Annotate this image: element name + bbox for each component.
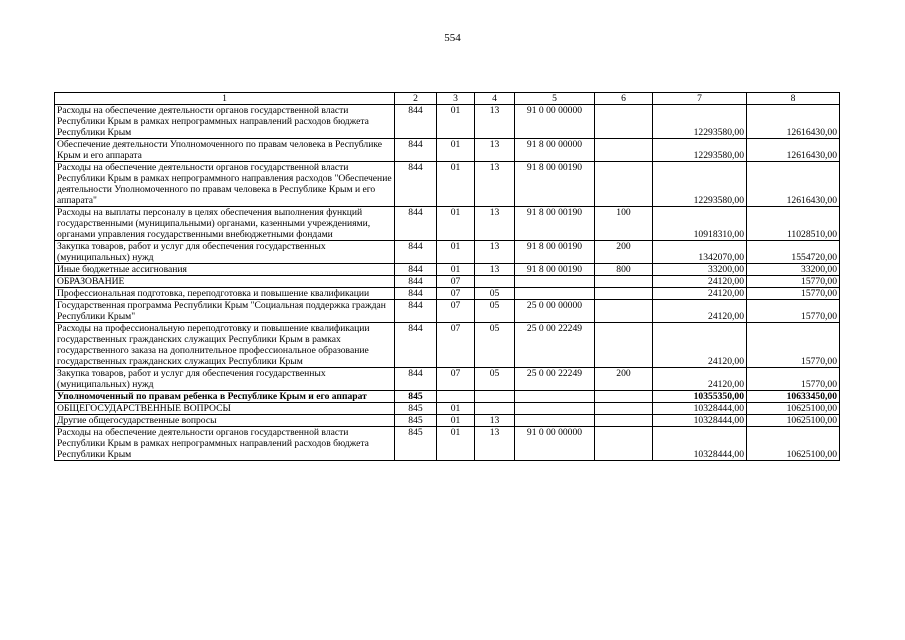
row-amount-year-2: 12616430,00 (747, 162, 840, 207)
row-amount-year-2: 10633450,00 (747, 391, 840, 403)
table-row (55, 139, 840, 162)
row-subsection-code: 13 (475, 264, 515, 276)
row-target-code: 91 8 00 00190 (515, 264, 595, 276)
row-amount-year-2: 15770,00 (747, 288, 840, 300)
table-row (55, 207, 840, 241)
row-description: Профессиональная подготовка, переподготовка и повышение квалификации (55, 288, 395, 300)
row-expense-type: 200 (595, 241, 653, 264)
table-row (55, 288, 840, 300)
row-section-code: 01 (437, 264, 475, 276)
table-row (55, 241, 840, 264)
row-expense-type (595, 288, 653, 300)
table-row (55, 264, 840, 276)
header-cell: 8 (747, 93, 840, 105)
row-target-code: 25 0 00 00000 (515, 300, 595, 323)
row-description: Обеспечение деятельности Уполномоченного по правам человека в Республике Крым и его аппарата (55, 139, 395, 162)
row-target-code: 91 8 00 00190 (515, 241, 595, 264)
row-admin-code: 844 (395, 264, 437, 276)
table-row (55, 391, 840, 403)
row-subsection-code (475, 276, 515, 288)
row-subsection-code: 13 (475, 105, 515, 139)
row-admin-code: 844 (395, 241, 437, 264)
row-subsection-code: 13 (475, 139, 515, 162)
row-amount-year-2: 15770,00 (747, 300, 840, 323)
header-cell: 4 (475, 93, 515, 105)
row-section-code: 01 (437, 207, 475, 241)
table-row (55, 323, 840, 368)
row-admin-code: 845 (395, 427, 437, 461)
budget-table (54, 92, 840, 461)
row-description: Закупка товаров, работ и услуг для обеспечения государственных (муниципальных) нужд (55, 241, 395, 264)
row-amount-year-1: 10328444,00 (653, 403, 747, 415)
header-cell: 2 (395, 93, 437, 105)
table-row (55, 403, 840, 415)
row-amount-year-1: 24120,00 (653, 276, 747, 288)
row-target-code (515, 276, 595, 288)
row-target-code: 91 8 00 00190 (515, 162, 595, 207)
row-target-code (515, 391, 595, 403)
header-row (55, 93, 840, 105)
row-amount-year-2: 15770,00 (747, 368, 840, 391)
row-target-code: 91 8 00 00000 (515, 139, 595, 162)
row-target-code: 25 0 00 22249 (515, 323, 595, 368)
row-amount-year-2: 15770,00 (747, 323, 840, 368)
row-subsection-code: 13 (475, 207, 515, 241)
header-cell: 3 (437, 93, 475, 105)
table-row (55, 105, 840, 139)
row-amount-year-2: 15770,00 (747, 276, 840, 288)
page-number: 554 (444, 32, 461, 44)
row-expense-type (595, 162, 653, 207)
row-admin-code: 844 (395, 207, 437, 241)
row-admin-code: 845 (395, 415, 437, 427)
row-admin-code: 844 (395, 300, 437, 323)
row-expense-type (595, 139, 653, 162)
row-expense-type (595, 415, 653, 427)
row-expense-type (595, 391, 653, 403)
row-section-code: 07 (437, 300, 475, 323)
row-subsection-code: 13 (475, 241, 515, 264)
row-subsection-code (475, 391, 515, 403)
row-amount-year-1: 24120,00 (653, 300, 747, 323)
row-description: Другие общегосударственные вопросы (55, 415, 395, 427)
row-expense-type (595, 323, 653, 368)
row-section-code: 01 (437, 139, 475, 162)
row-amount-year-2: 10625100,00 (747, 427, 840, 461)
table-row (55, 162, 840, 207)
row-section-code (437, 391, 475, 403)
row-section-code: 07 (437, 323, 475, 368)
row-amount-year-1: 12293580,00 (653, 139, 747, 162)
row-description: Расходы на обеспечение деятельности органов государственной власти Республики Крым в рамках непрограммного направления расходов "Обеспечение деятельности Уполномоченного по правам человека в Республике Крым и его аппарата" (55, 162, 395, 207)
row-subsection-code: 05 (475, 323, 515, 368)
row-target-code (515, 288, 595, 300)
row-amount-year-1: 24120,00 (653, 323, 747, 368)
table-row (55, 276, 840, 288)
row-admin-code: 844 (395, 162, 437, 207)
row-amount-year-2: 33200,00 (747, 264, 840, 276)
table-row (55, 368, 840, 391)
row-admin-code: 844 (395, 105, 437, 139)
row-amount-year-2: 11028510,00 (747, 207, 840, 241)
row-section-code: 01 (437, 427, 475, 461)
row-subsection-code: 05 (475, 288, 515, 300)
row-amount-year-1: 10918310,00 (653, 207, 747, 241)
row-description: Иные бюджетные ассигнования (55, 264, 395, 276)
row-subsection-code: 05 (475, 300, 515, 323)
row-subsection-code (475, 403, 515, 415)
row-description: Расходы на обеспечение деятельности органов государственной власти Республики Крым в рамках непрограммных направлений расходов бюджета Республики Крым (55, 427, 395, 461)
row-section-code: 01 (437, 415, 475, 427)
row-admin-code: 844 (395, 288, 437, 300)
row-admin-code: 844 (395, 139, 437, 162)
row-subsection-code: 05 (475, 368, 515, 391)
row-amount-year-2: 12616430,00 (747, 139, 840, 162)
row-admin-code: 844 (395, 276, 437, 288)
table-row (55, 427, 840, 461)
row-target-code (515, 403, 595, 415)
table-row (55, 415, 840, 427)
row-amount-year-2: 1554720,00 (747, 241, 840, 264)
row-description: ОБРАЗОВАНИЕ (55, 276, 395, 288)
row-description: Расходы на выплаты персоналу в целях обеспечения выполнения функций государственными (муниципальными) органами, казенными учреждениями, органами управления государственными внебюджетными фондами (55, 207, 395, 241)
row-amount-year-2: 10625100,00 (747, 403, 840, 415)
header-cell: 7 (653, 93, 747, 105)
row-section-code: 07 (437, 288, 475, 300)
row-amount-year-1: 24120,00 (653, 288, 747, 300)
row-expense-type (595, 300, 653, 323)
row-expense-type: 800 (595, 264, 653, 276)
row-admin-code: 845 (395, 403, 437, 415)
row-section-code: 01 (437, 241, 475, 264)
row-expense-type (595, 403, 653, 415)
row-description: Уполномоченный по правам ребенка в Республике Крым и его аппарат (55, 391, 395, 403)
row-amount-year-1: 10355350,00 (653, 391, 747, 403)
row-section-code: 07 (437, 368, 475, 391)
row-target-code: 25 0 00 22249 (515, 368, 595, 391)
header-cell: 6 (595, 93, 653, 105)
row-description: ОБЩЕГОСУДАРСТВЕННЫЕ ВОПРОСЫ (55, 403, 395, 415)
row-expense-type: 200 (595, 368, 653, 391)
row-target-code: 91 8 00 00190 (515, 207, 595, 241)
header-cell: 5 (515, 93, 595, 105)
row-amount-year-1: 10328444,00 (653, 427, 747, 461)
row-expense-type (595, 276, 653, 288)
row-amount-year-1: 12293580,00 (653, 105, 747, 139)
row-subsection-code: 13 (475, 415, 515, 427)
row-admin-code: 845 (395, 391, 437, 403)
row-description: Государственная программа Республики Крым "Социальная поддержка граждан Республики Крым" (55, 300, 395, 323)
row-subsection-code: 13 (475, 162, 515, 207)
row-amount-year-1: 24120,00 (653, 368, 747, 391)
row-admin-code: 844 (395, 323, 437, 368)
row-target-code: 91 0 00 00000 (515, 105, 595, 139)
row-section-code: 01 (437, 105, 475, 139)
row-amount-year-1: 12293580,00 (653, 162, 747, 207)
row-amount-year-2: 10625100,00 (747, 415, 840, 427)
row-target-code (515, 415, 595, 427)
row-expense-type (595, 105, 653, 139)
row-amount-year-1: 1342070,00 (653, 241, 747, 264)
row-description: Расходы на обеспечение деятельности органов государственной власти Республики Крым в рамках непрограммных направлений расходов бюджета Республики Крым (55, 105, 395, 139)
row-admin-code: 844 (395, 368, 437, 391)
row-description: Закупка товаров, работ и услуг для обеспечения государственных (муниципальных) нужд (55, 368, 395, 391)
row-amount-year-2: 12616430,00 (747, 105, 840, 139)
row-amount-year-1: 33200,00 (653, 264, 747, 276)
table-row (55, 300, 840, 323)
row-section-code: 07 (437, 276, 475, 288)
row-subsection-code: 13 (475, 427, 515, 461)
row-section-code: 01 (437, 162, 475, 207)
header-cell: 1 (55, 93, 395, 105)
row-expense-type (595, 427, 653, 461)
row-amount-year-1: 10328444,00 (653, 415, 747, 427)
row-target-code: 91 0 00 00000 (515, 427, 595, 461)
row-section-code: 01 (437, 403, 475, 415)
row-description: Расходы на профессиональную переподготовку и повышение квалификации государственных гражданских служащих Республики Крым в рамках государственного заказа на дополнительное профессиональное образование государственных гражданских служащих Республики Крым (55, 323, 395, 368)
row-expense-type: 100 (595, 207, 653, 241)
